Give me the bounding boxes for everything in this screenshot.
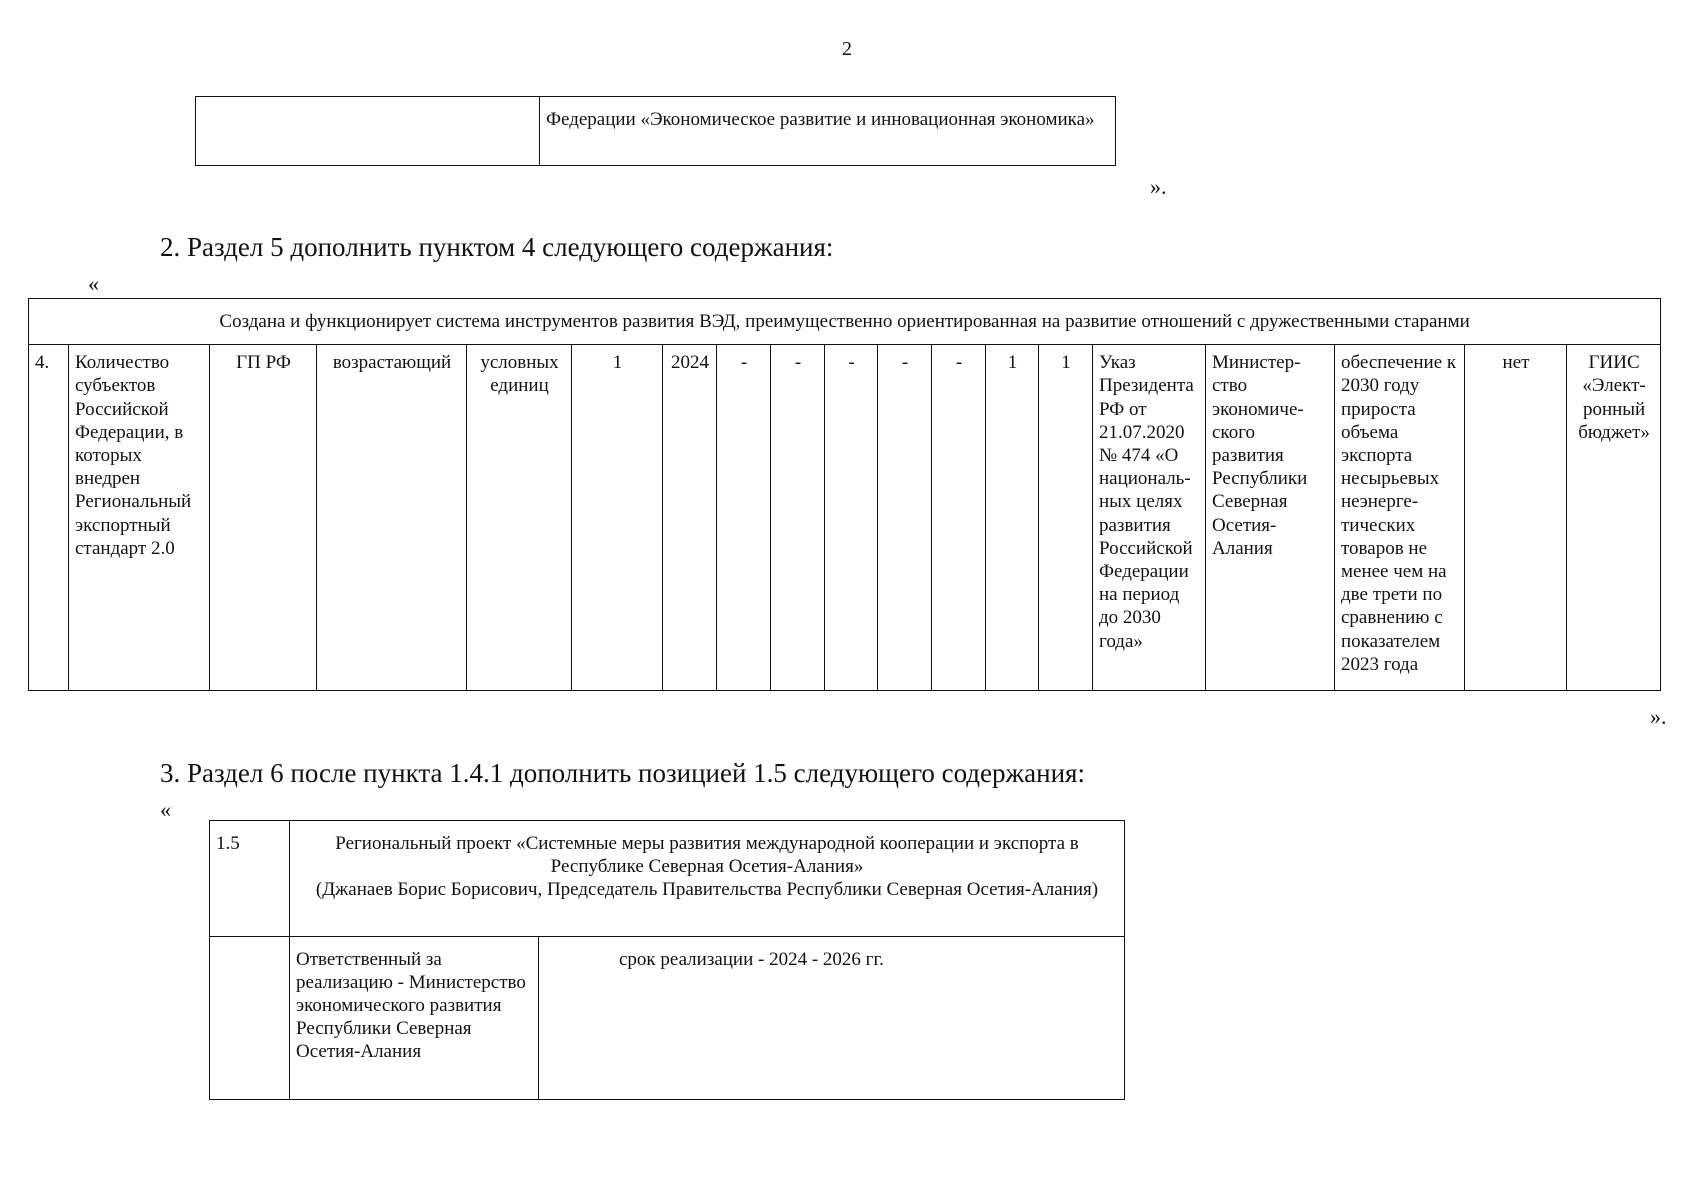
basis-document: Указ Президента РФ от 21.07.2020 № 474 «О националь-ных целях развития Российской Федерации на период до 2030 года» bbox=[1093, 345, 1206, 691]
project-name: Региональный проект «Системные меры развития международной кооперации и экспорта в Республике Северная Осетия-Алания» bbox=[335, 833, 1079, 877]
flag-value: нет bbox=[1465, 345, 1567, 691]
responsible-body: Министер-ство экономиче-ского развития Республики Северная Осетия-Алания bbox=[1206, 345, 1335, 691]
project-table bbox=[209, 820, 1125, 1100]
project-term: срок реализации - 2024 - 2026 гг. bbox=[539, 937, 1125, 1100]
goal-link: обеспечение к 2030 году прироста объема экспорта несырьевых неэнерге-тических товаров не менее чем на две трети по сравнению с показателем 2023 года bbox=[1335, 345, 1465, 691]
table-cell-text: Федерации «Экономическое развитие и инновационная экономика» bbox=[540, 97, 1116, 166]
indicator-table bbox=[28, 298, 1661, 691]
table-continuation bbox=[195, 96, 1116, 166]
year-value: - bbox=[771, 345, 825, 691]
section-2-heading: 2. Раздел 5 дополнить пунктом 4 следующего содержания: bbox=[160, 232, 834, 262]
table-empty-cell bbox=[210, 937, 290, 1100]
closing-quote-2: ». bbox=[1650, 704, 1667, 729]
base-value: 1 bbox=[572, 345, 663, 691]
table-empty-cell bbox=[196, 97, 540, 166]
indicator-name: Количество субъектов Российской Федерации, в которых внедрен Региональный экспортный стандарт 2.0 bbox=[69, 345, 210, 691]
year-value: 1 bbox=[1039, 345, 1093, 691]
year-value: - bbox=[717, 345, 771, 691]
year-value: 1 bbox=[986, 345, 1039, 691]
opening-quote-2: « bbox=[88, 271, 99, 296]
table-banner: Создана и функционирует система инструментов развития ВЭД, преимущественно ориентированная на развитие отношений с дружественными старанми bbox=[29, 299, 1661, 345]
closing-quote-1: ». bbox=[1150, 174, 1167, 199]
project-responsible: Ответственный за реализацию - Министерство экономического развития Республики Северная Осетия-Алания bbox=[290, 937, 539, 1100]
year-value: - bbox=[825, 345, 878, 691]
project-title bbox=[290, 821, 1125, 937]
page-number: 2 bbox=[842, 38, 852, 60]
row-number: 4. bbox=[29, 345, 69, 691]
year-value: - bbox=[932, 345, 986, 691]
information-system: ГИИС «Элект-ронный бюджет» bbox=[1567, 345, 1661, 691]
indicator-trend: возрастающий bbox=[317, 345, 467, 691]
base-year: 2024 bbox=[663, 345, 717, 691]
indicator-unit: условных единиц bbox=[467, 345, 572, 691]
project-leader: (Джанаев Борис Борисович, Председатель Правительства Республики Северная Осетия-Алания) bbox=[315, 879, 1099, 900]
indicator-level: ГП РФ bbox=[210, 345, 317, 691]
opening-quote-3: « bbox=[160, 797, 171, 822]
project-number: 1.5 bbox=[210, 821, 290, 937]
year-value: - bbox=[878, 345, 932, 691]
section-3-heading: 3. Раздел 6 после пункта 1.4.1 дополнить позицией 1.5 следующего содержания: bbox=[160, 758, 1085, 788]
